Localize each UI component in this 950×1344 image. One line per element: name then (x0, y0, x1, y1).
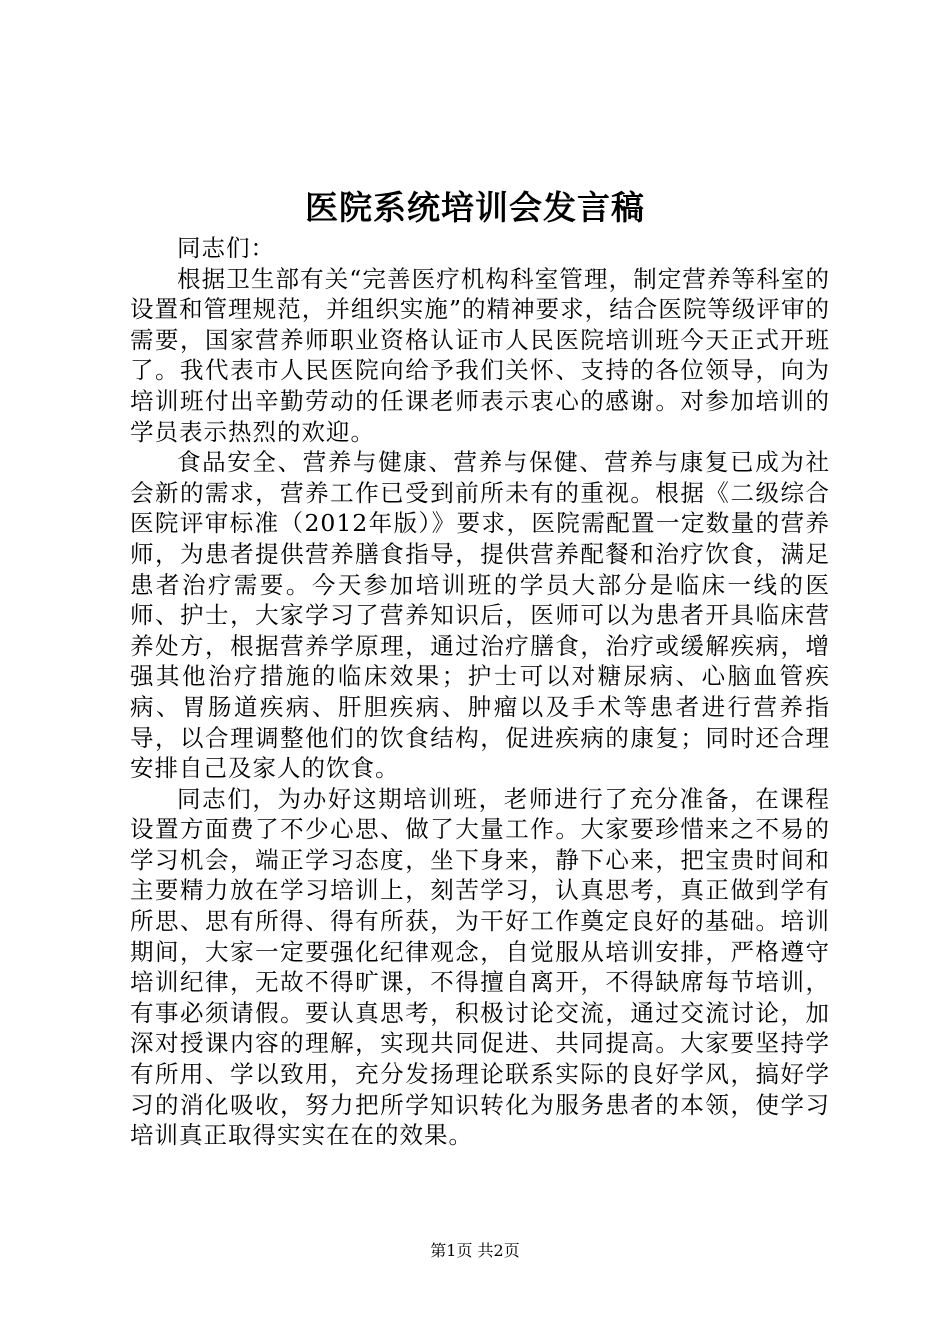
document-body (130, 233, 830, 1151)
salutation: 同志们： (177, 234, 275, 262)
document-title: 医院系统培训会发言稿 (305, 188, 645, 227)
paragraph-2: 食品安全、营养与健康、营养与保健、营养与康复已成为社会新的需求，营养工作已受到前所未有的重视。根据《二级综合医院评审标准（2012年版）》要求，医院需配置一定数量的营养师，为患者提供营养膳食指导，提供营养配餐和治疗饮食，满足患者治疗需要。今天参加培训班的学员大部分是临床一线的医师、护士，大家学习了营养知识后，医师可以为患者开具临床营养处方，根据营养学原理，通过治疗膳食，治疗或缓解疾病，增强其他治疗措施的临床效果；护士可以对糖尿病、心脑血管疾病、胃肠道疾病、肝胆疾病、肿瘤以及手术等患者进行营养指导，以合理调整他们的饮食结构，促进疾病的康复；同时还合理安排自己及家人的饮食。 (130, 448, 830, 783)
paragraph-1: 根据卫生部有关“完善医疗机构科室管理，制定营养等科室的设置和管理规范，并组织实施”的精神要求，结合医院等级评审的需要，国家营养师职业资格认证市人民医院培训班今天正式开班了。我代表市人民医院向给予我们关怀、支持的各位领导，向为培训班付出辛勤劳动的任课老师表示衷心的感谢。对参加培训的学员表示热烈的欢迎。 (130, 264, 830, 446)
paragraph-3: 同志们，为办好这期培训班，老师进行了充分准备，在课程设置方面费了不少心思、做了大量工作。大家要珍惜来之不易的学习机会，端正学习态度，坐下身来，静下心来，把宝贵时间和主要精力放在学习培训上，刻苦学习，认真思考，真正做到学有所思、思有所得、得有所获，为干好工作奠定良好的基础。培训期间，大家一定要强化纪律观念，自觉服从培训安排，严格遵守培训纪律，无故不得旷课，不得擅自离开，不得缺席每节培训，有事必须请假。要认真思考，积极讨论交流，通过交流讨论，加深对授课内容的理解，实现共同促进、共同提高。大家要坚持学有所用、学以致用，充分发扬理论联系实际的良好学风，搞好学习的消化吸收，努力把所学知识转化为服务患者的本领，使学习培训真正取得实实在在的效果。 (130, 784, 830, 1150)
page-number: 第1页 共2页 (430, 1241, 520, 1260)
